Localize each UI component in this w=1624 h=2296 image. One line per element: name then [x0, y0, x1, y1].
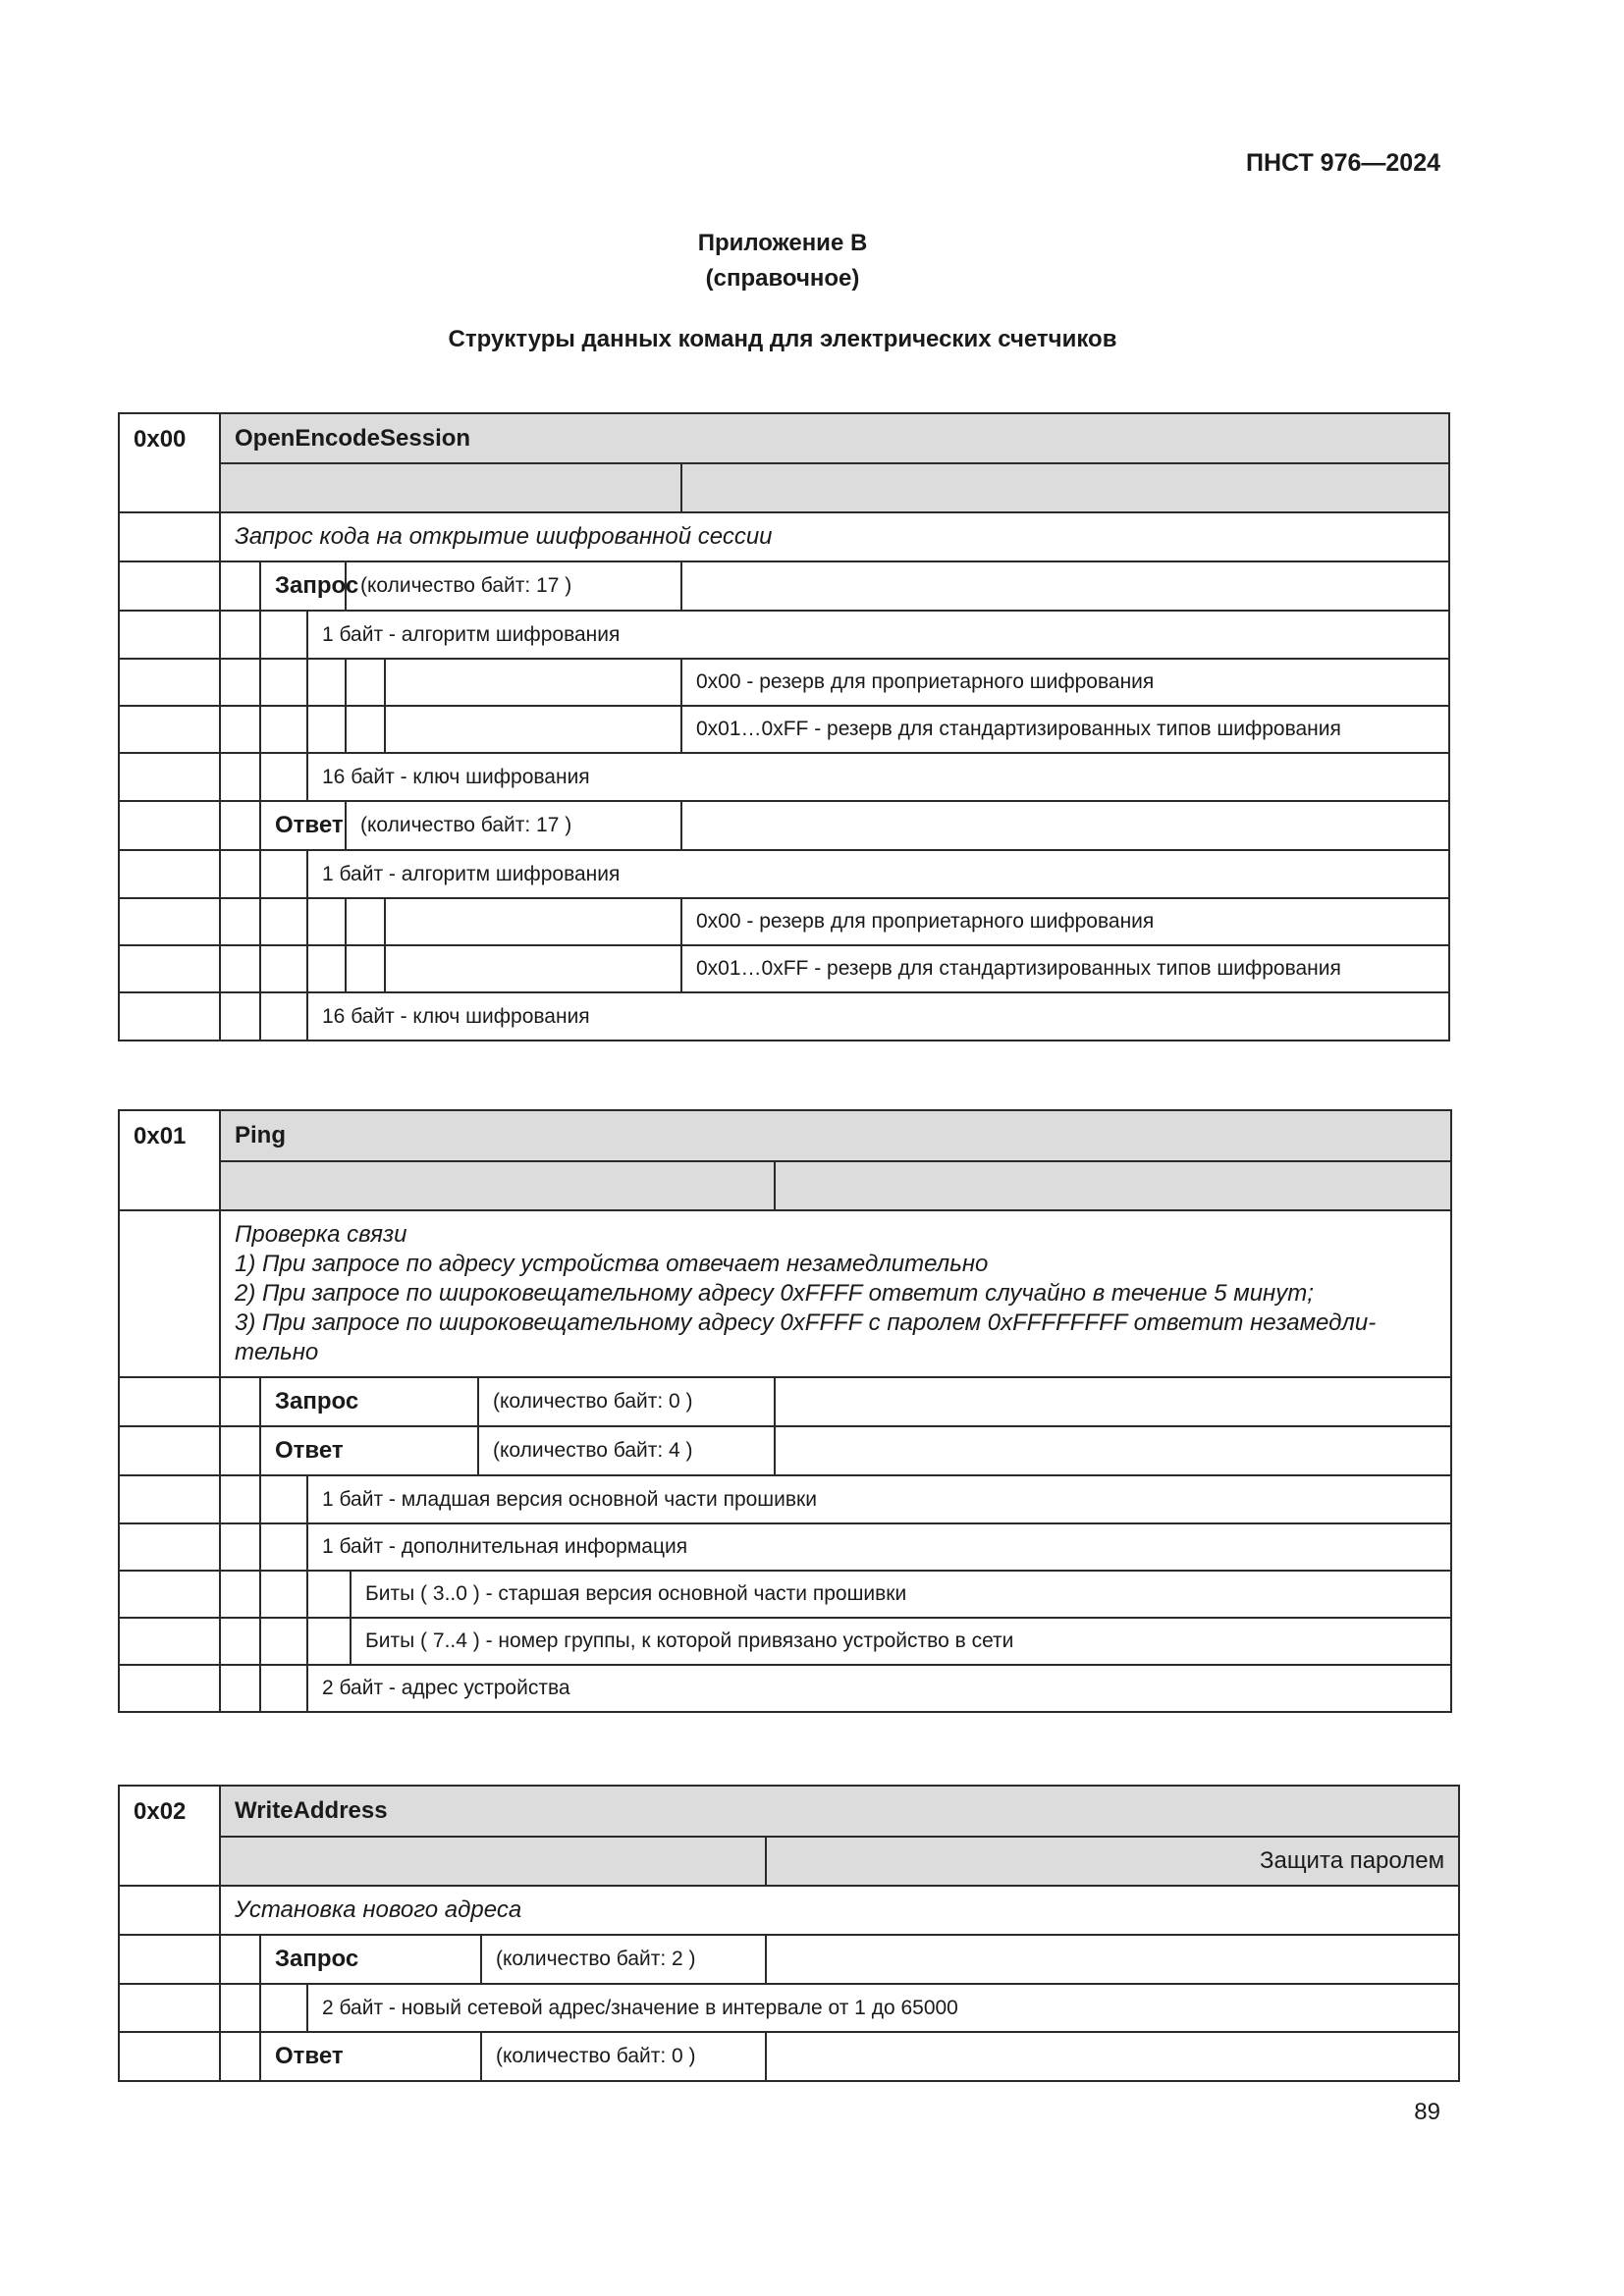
- empty-cell: [119, 1935, 220, 1984]
- empty-cell: [119, 753, 220, 801]
- empty-cell: [385, 706, 681, 753]
- command-subheader-left: [220, 463, 681, 512]
- empty-cell: [220, 561, 260, 611]
- empty-cell: [220, 1523, 260, 1571]
- empty-cell: [681, 561, 1449, 611]
- appendix-title: Приложение В: [697, 230, 868, 256]
- empty-cell: [220, 992, 260, 1041]
- empty-cell: [260, 945, 307, 992]
- empty-cell: [385, 659, 681, 706]
- empty-cell: [260, 850, 307, 898]
- empty-cell: [119, 992, 220, 1041]
- request-byte-count: (количество байт: 2 ): [481, 1935, 766, 1984]
- command-code: 0x00: [119, 413, 220, 512]
- command-protection: [775, 1161, 1451, 1210]
- empty-cell: [220, 2032, 260, 2081]
- empty-cell: [260, 706, 307, 753]
- field-option: 0x01…0xFF - резерв для стандартизированных типов шифрования: [681, 706, 1449, 753]
- empty-cell: [220, 1426, 260, 1475]
- empty-cell: [260, 1571, 307, 1618]
- empty-cell: [385, 898, 681, 945]
- command-description: Установка нового адреса: [220, 1886, 1459, 1935]
- empty-cell: [220, 659, 260, 706]
- command-table-0x00: [118, 412, 1450, 1041]
- field-option: 0x01…0xFF - резерв для стандартизированных типов шифрования: [681, 945, 1449, 992]
- empty-cell: [119, 898, 220, 945]
- empty-cell: [119, 1984, 220, 2032]
- empty-cell: [220, 1377, 260, 1426]
- command-code: 0x01: [119, 1110, 220, 1210]
- empty-cell: [119, 512, 220, 561]
- command-protection: [681, 463, 1449, 512]
- response-label: Ответ: [260, 1426, 478, 1475]
- response-byte-count: (количество байт: 4 ): [478, 1426, 775, 1475]
- command-protection: Защита паролем: [766, 1837, 1459, 1886]
- field-label: 1 байт - алгоритм шифрования: [307, 611, 1449, 659]
- empty-cell: [220, 850, 260, 898]
- response-label: Ответ: [260, 2032, 481, 2081]
- empty-cell: [119, 1523, 220, 1571]
- request-label: Запрос: [260, 1377, 478, 1426]
- empty-cell: [260, 1984, 307, 2032]
- empty-cell: [260, 1523, 307, 1571]
- command-description: [220, 1210, 1451, 1377]
- empty-cell: [307, 1571, 351, 1618]
- empty-cell: [766, 1935, 1459, 1984]
- request-byte-count: (количество байт: 0 ): [478, 1377, 775, 1426]
- command-name: Ping: [220, 1110, 1451, 1161]
- empty-cell: [260, 898, 307, 945]
- empty-cell: [766, 2032, 1459, 2081]
- empty-cell: [119, 611, 220, 659]
- command-subheader-left: [220, 1837, 766, 1886]
- response-byte-count: (количество байт: 0 ): [481, 2032, 766, 2081]
- empty-cell: [119, 1210, 220, 1377]
- empty-cell: [307, 706, 346, 753]
- doc-code: ПНСТ 976—2024: [1246, 149, 1440, 177]
- field-label: 1 байт - младшая версия основной части прошивки: [307, 1475, 1451, 1523]
- response-byte-count: (количество байт: 17 ): [346, 801, 681, 850]
- field-label: 2 байт - новый сетевой адрес/значение в интервале от 1 до 65000: [307, 1984, 1459, 2032]
- empty-cell: [119, 1886, 220, 1935]
- empty-cell: [119, 561, 220, 611]
- empty-cell: [119, 945, 220, 992]
- empty-cell: [119, 1665, 220, 1712]
- empty-cell: [346, 706, 385, 753]
- page-number: 89: [1414, 2099, 1440, 2125]
- description-line: 2) При запросе по широковещательному адресу 0xFFFF ответит случайно в течение 5 минут;: [235, 1280, 1314, 1307]
- empty-cell: [220, 1571, 260, 1618]
- empty-cell: [260, 1618, 307, 1665]
- empty-cell: [260, 1665, 307, 1712]
- appendix-heading: [0, 226, 1565, 296]
- command-name: WriteAddress: [220, 1786, 1459, 1837]
- empty-cell: [220, 611, 260, 659]
- field-label: 2 байт - адрес устройства: [307, 1665, 1451, 1712]
- empty-cell: [346, 945, 385, 992]
- empty-cell: [220, 1618, 260, 1665]
- empty-cell: [775, 1426, 1451, 1475]
- empty-cell: [307, 945, 346, 992]
- field-label: 16 байт - ключ шифрования: [307, 992, 1449, 1041]
- empty-cell: [346, 659, 385, 706]
- empty-cell: [307, 898, 346, 945]
- empty-cell: [220, 801, 260, 850]
- request-byte-count: (количество байт: 17 ): [346, 561, 681, 611]
- empty-cell: [119, 1571, 220, 1618]
- empty-cell: [260, 992, 307, 1041]
- command-table-0x01: [118, 1109, 1452, 1713]
- description-line: тельно: [235, 1339, 319, 1365]
- empty-cell: [119, 1426, 220, 1475]
- appendix-subtitle: (справочное): [705, 265, 860, 292]
- empty-cell: [220, 1475, 260, 1523]
- empty-cell: [220, 898, 260, 945]
- empty-cell: [260, 611, 307, 659]
- empty-cell: [260, 1475, 307, 1523]
- command-description: Запрос кода на открытие шифрованной сессии: [220, 512, 1449, 561]
- empty-cell: [119, 659, 220, 706]
- empty-cell: [119, 1618, 220, 1665]
- empty-cell: [775, 1377, 1451, 1426]
- empty-cell: [119, 2032, 220, 2081]
- empty-cell: [346, 898, 385, 945]
- empty-cell: [220, 945, 260, 992]
- description-line: 1) При запросе по адресу устройства отвечает незамедлительно: [235, 1251, 989, 1277]
- empty-cell: [220, 753, 260, 801]
- bit-field-label: Биты ( 7..4 ) - номер группы, к которой привязано устройство в сети: [351, 1618, 1451, 1665]
- field-label: 1 байт - дополнительная информация: [307, 1523, 1451, 1571]
- empty-cell: [220, 1984, 260, 2032]
- empty-cell: [681, 801, 1449, 850]
- empty-cell: [119, 706, 220, 753]
- empty-cell: [220, 1665, 260, 1712]
- section-title: Структуры данных команд для электрических счетчиков: [448, 326, 1117, 352]
- empty-cell: [220, 1935, 260, 1984]
- empty-cell: [307, 1618, 351, 1665]
- field-label: 16 байт - ключ шифрования: [307, 753, 1449, 801]
- empty-cell: [119, 1377, 220, 1426]
- bit-field-label: Биты ( 3..0 ) - старшая версия основной части прошивки: [351, 1571, 1451, 1618]
- description-line: 3) При запросе по широковещательному адресу 0xFFFF с паролем 0xFFFFFFFF ответит незамедли-: [235, 1309, 1377, 1336]
- field-label: 1 байт - алгоритм шифрования: [307, 850, 1449, 898]
- empty-cell: [119, 801, 220, 850]
- request-label: Запрос: [260, 1935, 481, 1984]
- description-line: Проверка связи: [235, 1221, 407, 1248]
- empty-cell: [260, 753, 307, 801]
- empty-cell: [307, 659, 346, 706]
- command-code: 0x02: [119, 1786, 220, 1886]
- empty-cell: [119, 850, 220, 898]
- command-table-0x02: [118, 1785, 1460, 2082]
- empty-cell: [119, 1475, 220, 1523]
- command-subheader-left: [220, 1161, 775, 1210]
- empty-cell: [260, 659, 307, 706]
- response-label: Ответ: [260, 801, 346, 850]
- command-name: OpenEncodeSession: [220, 413, 1449, 463]
- request-label: Запрос: [260, 561, 346, 611]
- empty-cell: [385, 945, 681, 992]
- field-option: 0x00 - резерв для проприетарного шифрования: [681, 898, 1449, 945]
- empty-cell: [220, 706, 260, 753]
- field-option: 0x00 - резерв для проприетарного шифрования: [681, 659, 1449, 706]
